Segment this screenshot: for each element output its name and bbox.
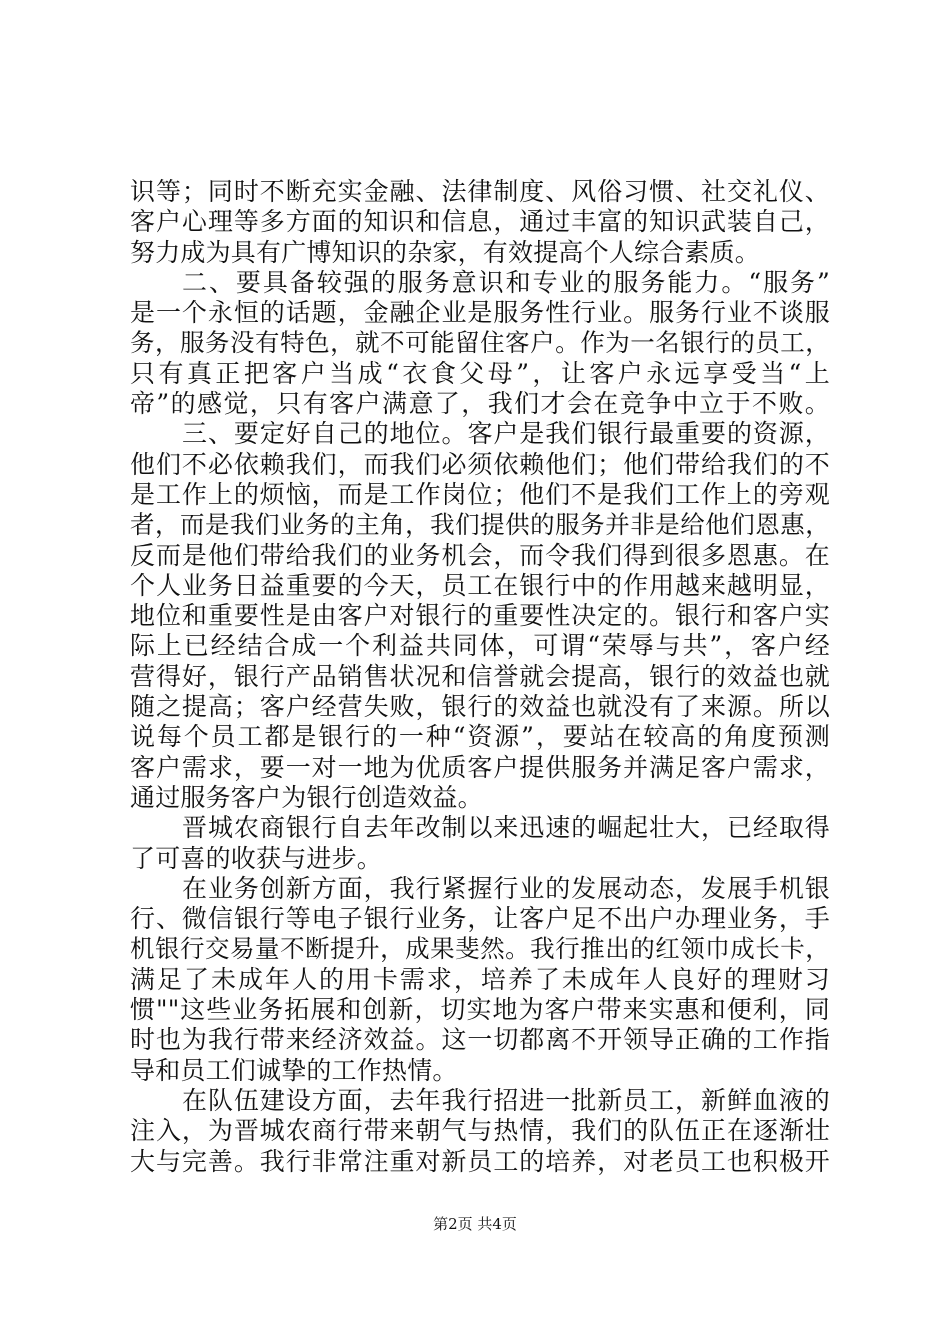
text-line: 务，服务没有特色，就不可能留住客户。作为一名银行的员工， [130, 328, 830, 358]
text-line: 二、要具备较强的服务意识和专业的服务能力。“服务” [182, 267, 830, 297]
text-line: 通过服务客户为银行创造效益。 [130, 782, 483, 812]
text-line: 营得好，银行产品销售状况和信誉就会提高，银行的效益也就 [130, 661, 830, 691]
text-line: 个人业务日益重要的今天，员工在银行中的作用越来越明显， [130, 570, 830, 600]
text-line: 机银行交易量不断提升，成果斐然。我行推出的红领巾成长卡， [130, 934, 830, 964]
page-footer: 第2页 共4页 [433, 1215, 517, 1233]
text-line: 地位和重要性是由客户对银行的重要性决定的。银行和客户实 [130, 601, 830, 631]
text-line: 惯""这些业务拓展和创新，切实地为客户带来实惠和便利，同 [130, 995, 830, 1025]
text-line: 注入，为晋城农商行带来朝气与热情，我们的队伍正在逐渐壮 [130, 1116, 830, 1146]
text-line: 反而是他们带给我们的业务机会，而令我们得到很多恩惠。在 [130, 540, 830, 570]
text-line: 三、要定好自己的地位。客户是我们银行最重要的资源， [182, 419, 830, 449]
text-line: 客户需求，要一对一地为优质客户提供服务并满足客户需求， [130, 752, 830, 782]
text-line: 识等；同时不断充实金融、法律制度、风俗习惯、社交礼仪、 [130, 177, 830, 206]
text-line: 满足了未成年人的用卡需求，培养了未成年人良好的理财习 [130, 964, 830, 994]
text-line: 大与完善。我行非常注重对新员工的培养，对老员工也积极开 [130, 1146, 830, 1176]
text-line: 导和员工们诚挚的工作热情。 [130, 1055, 458, 1085]
text-line: 是工作上的烦恼，而是工作岗位；他们不是我们工作上的旁观 [130, 479, 830, 509]
text-line: 帝”的感觉，只有客户满意了，我们才会在竞争中立于不败。 [130, 389, 830, 419]
text-line: 了可喜的收获与进步。 [130, 843, 383, 873]
text-line: 在业务创新方面，我行紧握行业的发展动态，发展手机银 [182, 873, 830, 903]
text-line: 在队伍建设方面，去年我行招进一批新员工，新鲜血液的 [182, 1085, 830, 1115]
text-line: 只有真正把客户当成“衣食父母”，让客户永远享受当“上 [130, 358, 830, 388]
text-line: 是一个永恒的话题，金融企业是服务性行业。服务行业不谈服 [130, 298, 830, 328]
text-line: 说每个员工都是银行的一种“资源”，要站在较高的角度预测 [130, 722, 830, 752]
text-line: 行、微信银行等电子银行业务，让客户足不出户办理业务，手 [130, 904, 830, 934]
text-line: 者，而是我们业务的主角，我们提供的服务并非是给他们恩惠， [130, 510, 830, 540]
text-line: 际上已经结合成一个利益共同体，可谓“荣辱与共”，客户经 [130, 631, 830, 661]
text-line: 他们不必依赖我们，而我们必须依赖他们；他们带给我们的不 [130, 449, 830, 479]
text-line: 时也为我行带来经济效益。这一切都离不开领导正确的工作指 [130, 1025, 830, 1055]
body-text [130, 177, 830, 1177]
text-line: 晋城农商银行自去年改制以来迅速的崛起壮大，已经取得 [182, 813, 830, 843]
text-line: 随之提高；客户经营失败，银行的效益也就没有了来源。所以 [130, 692, 830, 722]
text-line: 客户心理等多方面的知识和信息，通过丰富的知识武装自己， [130, 207, 830, 237]
text-line: 努力成为具有广博知识的杂家，有效提高个人综合素质。 [130, 237, 761, 267]
